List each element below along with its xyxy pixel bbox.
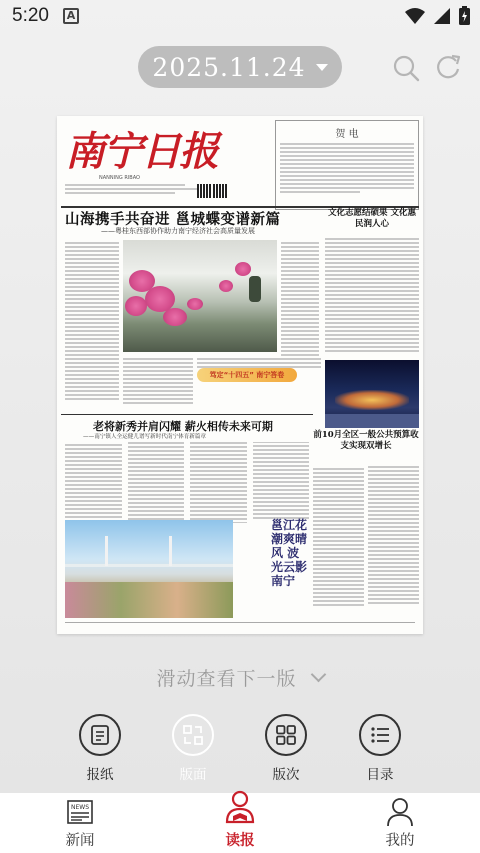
- article-column: [281, 240, 319, 358]
- nav-label: 新闻: [65, 833, 95, 849]
- status-bar: [0, 0, 480, 32]
- section-rule: [61, 414, 313, 415]
- qr-code-icon: [213, 184, 227, 198]
- caret-down-icon: [316, 64, 328, 71]
- battery-icon: [459, 6, 470, 25]
- page-layout-icon: [182, 724, 204, 746]
- action-edition[interactable]: [256, 714, 316, 783]
- list-icon: [369, 724, 391, 746]
- swipe-hint: [0, 664, 480, 691]
- congrats-box: [275, 120, 419, 210]
- vertical-headline: 邕江花潮爽晴风 波光云影 南宁: [271, 518, 308, 588]
- wifi-icon: [405, 7, 425, 25]
- article-column: [197, 356, 321, 370]
- page-footer-rule: [65, 622, 415, 623]
- action-contents[interactable]: [350, 714, 410, 783]
- article-column: [123, 356, 193, 406]
- nav-label: 我的: [385, 833, 415, 849]
- masthead-meta: [65, 182, 265, 204]
- main-subheadline: ——粤桂东西部协作助力南宁经济社会高质量发展: [101, 227, 255, 235]
- date-text: 2025.11.24: [152, 52, 306, 82]
- masthead-title: 南宁日报: [65, 128, 217, 175]
- qr-code-icon: [197, 184, 211, 198]
- action-label: 版面: [179, 767, 207, 783]
- main-headline: 山海携手共奋进 邕城蝶变谱新篇: [65, 211, 281, 228]
- status-time: 5:20: [12, 5, 49, 26]
- profile-icon: [385, 797, 415, 827]
- refresh-icon[interactable]: [434, 54, 462, 82]
- article-columns: [313, 466, 419, 607]
- search-icon[interactable]: [392, 54, 420, 82]
- chevron-down-icon: [310, 667, 326, 683]
- newspaper-icon: [89, 724, 111, 746]
- action-row: [0, 714, 480, 786]
- date-selector[interactable]: [138, 46, 342, 88]
- nav-label: 读报: [225, 833, 255, 849]
- middle-subheadline: ——南宁镇人全运健儿谱写新时代南宁体育新篇章: [83, 434, 207, 440]
- action-page-layout[interactable]: [163, 714, 223, 783]
- action-label: 目录: [366, 767, 394, 783]
- action-newspaper[interactable]: [70, 714, 130, 783]
- action-label: 版次: [272, 767, 300, 783]
- congrats-title: 贺 电: [335, 129, 359, 140]
- section-banner: 笃定“十四五” 南宁答卷: [197, 368, 297, 382]
- swipe-hint-text: 滑动查看下一版: [156, 668, 297, 690]
- right-headline-2: 前10月全区一般公共预算收支实现双增长: [313, 430, 419, 451]
- status-icons: [405, 6, 470, 25]
- news-icon: [66, 799, 94, 825]
- svg-text:NEWS: NEWS: [71, 804, 90, 811]
- article-column: [325, 236, 419, 354]
- right-headline: 文化志愿结硕果 文化惠民润人心: [328, 208, 416, 229]
- bottom-nav: [0, 793, 480, 853]
- river-bridge-photo: [65, 520, 233, 618]
- middle-headline: 老将新秀并肩闪耀 薪火相传未来可期: [93, 420, 273, 433]
- notification-a-icon: A: [63, 8, 79, 24]
- masthead: [65, 120, 275, 180]
- signal-icon: [433, 7, 451, 25]
- masthead-english: NANNING RIBAO: [99, 175, 140, 181]
- action-label: 报纸: [86, 767, 114, 783]
- article-columns: [65, 442, 309, 523]
- grid-icon: [275, 724, 297, 746]
- orchid-greenhouse-photo: [123, 240, 277, 352]
- article-column: [65, 240, 119, 402]
- stage-performance-photo: [325, 360, 419, 428]
- newspaper-page[interactable]: [57, 116, 423, 634]
- read-paper-icon: [224, 789, 256, 825]
